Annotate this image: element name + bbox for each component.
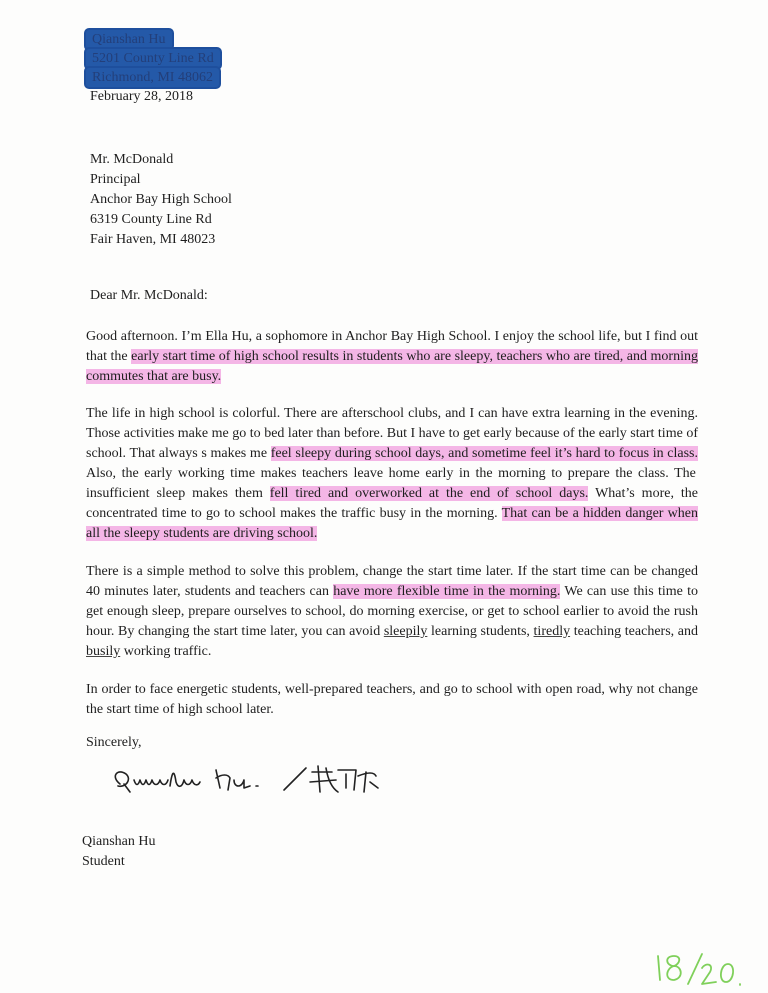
text-run: There is a simple method to solve this problem, change the start time later. If the start time can be changed 40 minutes later, students and teachers can — [86, 564, 698, 599]
paragraph-intro — [86, 327, 698, 387]
text-run: Also, the early working time makes teachers leave home early in the morning to prepare the class. The insufficient sleep makes them — [86, 466, 696, 501]
sender-name: Qianshan Hu — [90, 30, 220, 49]
highlighted-text: feel sleepy during school days, and sometime feel it’s hard to focus in class. — [270, 446, 698, 461]
paragraph-solution — [86, 562, 698, 662]
greeting: Dear Mr. McDonald: — [90, 288, 208, 303]
signer-role: Student — [82, 854, 125, 869]
highlighted-text: fell tired and overworked at the end of school days. — [269, 486, 589, 501]
sender-block — [90, 30, 220, 106]
highlighted-text: have more flexible time in the morning. — [333, 584, 561, 599]
signer-block — [82, 832, 156, 872]
handwritten-signature — [106, 762, 406, 802]
recipient-title: Principal — [90, 172, 141, 187]
sender-address-line1: 5201 County Line Rd — [90, 49, 220, 68]
text-run: We can use this time to get enough sleep, prepare ourselves to school, do morning exercise, or get to school earlier to avoid the rush hour. By changing the start time later, you can avoid — [86, 584, 698, 639]
text-run: Good afternoon. I’m Ella Hu, a sophomore in Anchor Bay High School. I enjoy the school life, but I find out that the — [86, 329, 698, 364]
paragraph-problem — [86, 404, 698, 544]
handwritten-grade — [654, 950, 744, 990]
paragraph-conclusion: In order to face energetic students, well-prepared teachers, and go to school with open road, why not change the start time of high school later. — [86, 682, 698, 717]
text-run: teaching teachers, and — [570, 624, 698, 639]
text-run: The life in high school is colorful. There are afterschool clubs, and I can have extra learning in the evening. Those activities make me go to bed later than before. But I have to get early because of the early start time of school. That always s makes me — [86, 406, 698, 461]
underlined-word: tiredly — [533, 624, 571, 639]
recipient-street: 6319 County Line Rd — [90, 212, 212, 227]
recipient-block — [90, 150, 232, 250]
text-run: learning students, — [427, 624, 534, 639]
recipient-school: Anchor Bay High School — [90, 192, 232, 207]
highlighted-text: That can be a hidden danger when all the sleepy students are driving school. — [86, 506, 698, 541]
recipient-name: Mr. McDonald — [90, 152, 174, 167]
recipient-city: Fair Haven, MI 48023 — [90, 232, 216, 247]
signer-name: Qianshan Hu — [82, 834, 156, 849]
letter-date: February 28, 2018 — [90, 89, 194, 104]
underlined-word: busily — [86, 644, 121, 659]
sender-address-line2: Richmond, MI 48062 — [90, 68, 220, 87]
highlighted-text: early start time of high school results in students who are sleepy, teachers who are tired, and morning commutes that are busy. — [86, 349, 698, 384]
text-run: What’s more, the concentrated time to go to school makes the traffic busy in the morning. — [86, 486, 698, 521]
text-run: working traffic. — [120, 644, 212, 659]
closing: Sincerely, — [86, 735, 142, 750]
underlined-word: sleepily — [383, 624, 428, 639]
